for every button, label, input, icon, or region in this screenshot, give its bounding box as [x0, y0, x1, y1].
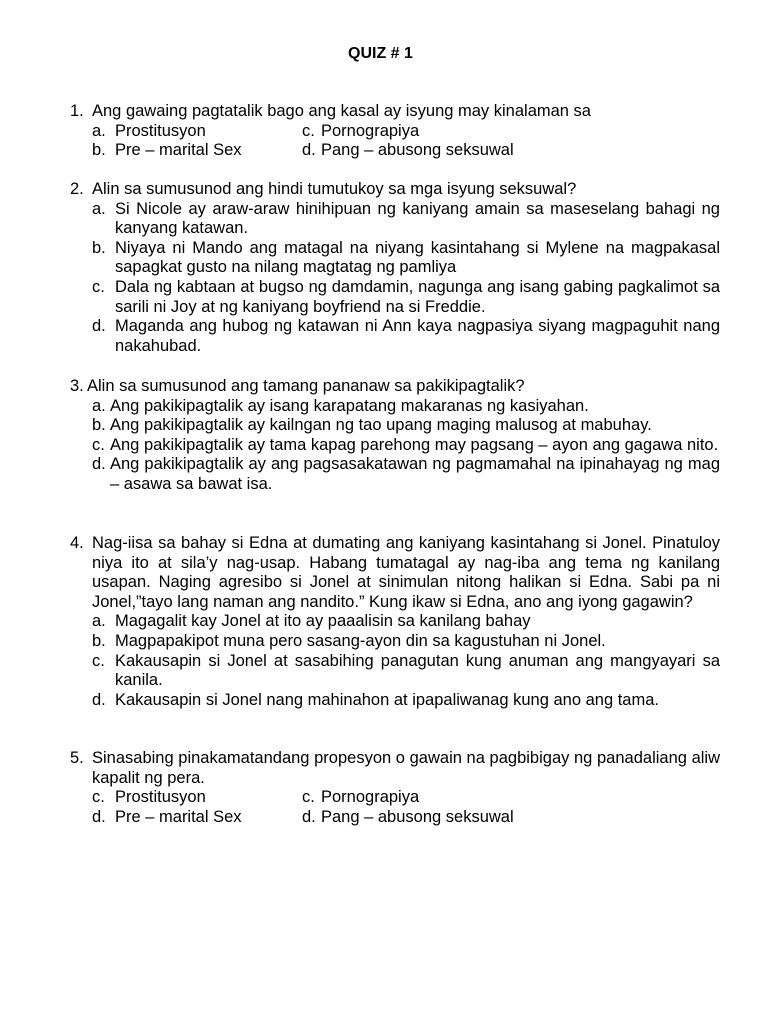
option-letter: c. — [302, 121, 315, 140]
option-letter: a. — [92, 121, 106, 140]
option-b — [92, 632, 720, 652]
option-b — [92, 141, 302, 161]
option-letter: a. — [92, 199, 106, 218]
question-text: Alin sa sumusunod ang hindi tumutukoy sa mga isyung seksuwal? — [92, 180, 577, 198]
option-text: Ang pakikipagtalik ay kailngan ng tao upang maging malusog at mabuhay. — [110, 416, 652, 435]
option-text: Pre – marital Sex — [115, 807, 242, 826]
option-text: Niyaya ni Mando ang matagal na niyang kasintahang si Mylene na magpakasal sapagkat gusto na nilang magtatag ng pamliya — [115, 238, 720, 277]
question-number: 1. — [70, 102, 84, 120]
option-text: Ang pakikipagtalik ay isang karapatang makaranas ng kasiyahan. — [110, 396, 589, 415]
option-letter: d. — [302, 807, 316, 826]
option-d — [302, 808, 720, 828]
option-text: Ang pakikipagtalik ay ang pagsasakatawan ng pagmamahal na ipinahayag ng mag – asawa sa bawat isa. — [110, 455, 720, 493]
option-text: Prostitusyon — [115, 788, 206, 807]
option-c — [92, 278, 720, 317]
option-text: Magagalit kay Jonel at ito ay paaalisin sa kanilang bahay — [115, 612, 531, 631]
option-text: Ang pakikipagtalik ay tama kapag parehong may pagsang – ayon ang gagawa nito. — [110, 435, 719, 454]
question-3 — [70, 377, 720, 495]
question-number: 3. — [70, 377, 84, 395]
option-text: Pornograpiya — [321, 788, 420, 807]
option-d — [92, 691, 720, 711]
question-text: Nag-iisa sa bahay si Edna at dumating ang kaniyang kasintahang si Jonel. Pinatuloy niya ito at sila’y nag-usap. Habang tumatagal ay nag-iba ang tema ng kanilang usapan. Naging agresibo si Jonel at sinimulan nitong halikan si Edna. Sabi pa ni Jonel,”tayo lang naman ang nandito.” Kung ikaw si Edna, ano ang iyong gagawin? — [92, 534, 720, 611]
question-2 — [70, 180, 720, 356]
option-letter: c. — [92, 788, 105, 807]
question-number: 2. — [70, 180, 84, 198]
option-letter: b. — [92, 416, 106, 435]
options-grid — [92, 788, 720, 827]
option-letter: d. — [302, 141, 316, 160]
options-grid — [92, 122, 720, 161]
question-stem — [70, 749, 720, 788]
option-d — [92, 808, 302, 828]
option-text: Pang – abusong seksuwal — [321, 141, 514, 160]
option-d — [92, 317, 720, 356]
option-letter: c. — [92, 435, 105, 454]
option-text: Pre – marital Sex — [115, 141, 242, 160]
option-a — [92, 122, 302, 142]
option-text: Pang – abusong seksuwal — [321, 807, 514, 826]
option-text: Prostitusyon — [115, 121, 206, 140]
option-a — [92, 397, 720, 417]
option-a — [92, 612, 720, 632]
option-letter: d. — [92, 807, 106, 826]
option-c — [302, 122, 720, 142]
option-text: Kakausapin si Jonel at sasabihing panagutan kung anuman ang mangyayari sa kanila. — [115, 651, 720, 690]
question-stem — [70, 180, 720, 200]
option-b — [92, 416, 720, 436]
option-text: Pornograpiya — [321, 121, 420, 140]
option-c — [92, 788, 302, 808]
option-d — [92, 455, 720, 494]
question-1 — [70, 102, 720, 161]
question-5 — [70, 749, 720, 827]
option-a — [92, 200, 720, 239]
option-letter: d. — [92, 317, 106, 336]
option-text: Kakausapin si Jonel nang mahinahon at ipapaliwanag kung ano ang tama. — [115, 690, 659, 709]
option-text: Magpapakipot muna pero sasang-ayon din sa kagustuhan ni Jonel. — [115, 631, 606, 650]
option-letter: a. — [92, 396, 106, 415]
option-letter: b. — [92, 141, 106, 160]
question-text: Sinasabing pinakamatandang propesyon o gawain na pagbibigay ng panadaliang aliw kapalit ng pera. — [92, 749, 720, 787]
option-letter: d. — [92, 690, 106, 709]
option-c — [92, 652, 720, 691]
question-text: Ang gawaing pagtatalik bago ang kasal ay isyung may kinalaman sa — [92, 102, 591, 120]
option-letter: d. — [92, 455, 106, 474]
option-c — [92, 436, 720, 456]
option-letter: c. — [92, 651, 105, 670]
question-number: 4. — [70, 534, 84, 552]
option-c — [302, 788, 720, 808]
option-letter: b. — [92, 238, 106, 257]
option-text: Dala ng kabtaan at bugso ng damdamin, nagunga ang isang gabing pagkalimot sa sarili ni Joy at ng kaniyang boyfriend na si Freddie. — [115, 277, 720, 316]
option-text: Maganda ang hubog ng katawan ni Ann kaya nagpasiya siyang magpaguhit nang nakahubad. — [115, 317, 720, 355]
option-letter: a. — [92, 612, 106, 631]
page-title: QUIZ # 1 — [348, 45, 413, 62]
question-text: Alin sa sumusunod ang tamang pananaw sa pakikipagtalik? — [87, 377, 525, 395]
question-stem — [70, 102, 720, 122]
question-stem — [70, 377, 720, 397]
option-letter: c. — [302, 788, 315, 807]
option-d — [302, 141, 720, 161]
question-stem — [70, 534, 720, 612]
option-text: Si Nicole ay araw-araw hinihipuan ng kaniyang amain sa maseselang bahagi ng kanyang katawan. — [115, 199, 720, 238]
question-number: 5. — [70, 749, 84, 767]
option-b — [92, 239, 720, 278]
option-letter: c. — [92, 277, 105, 296]
question-4 — [70, 534, 720, 710]
option-letter: b. — [92, 631, 106, 650]
